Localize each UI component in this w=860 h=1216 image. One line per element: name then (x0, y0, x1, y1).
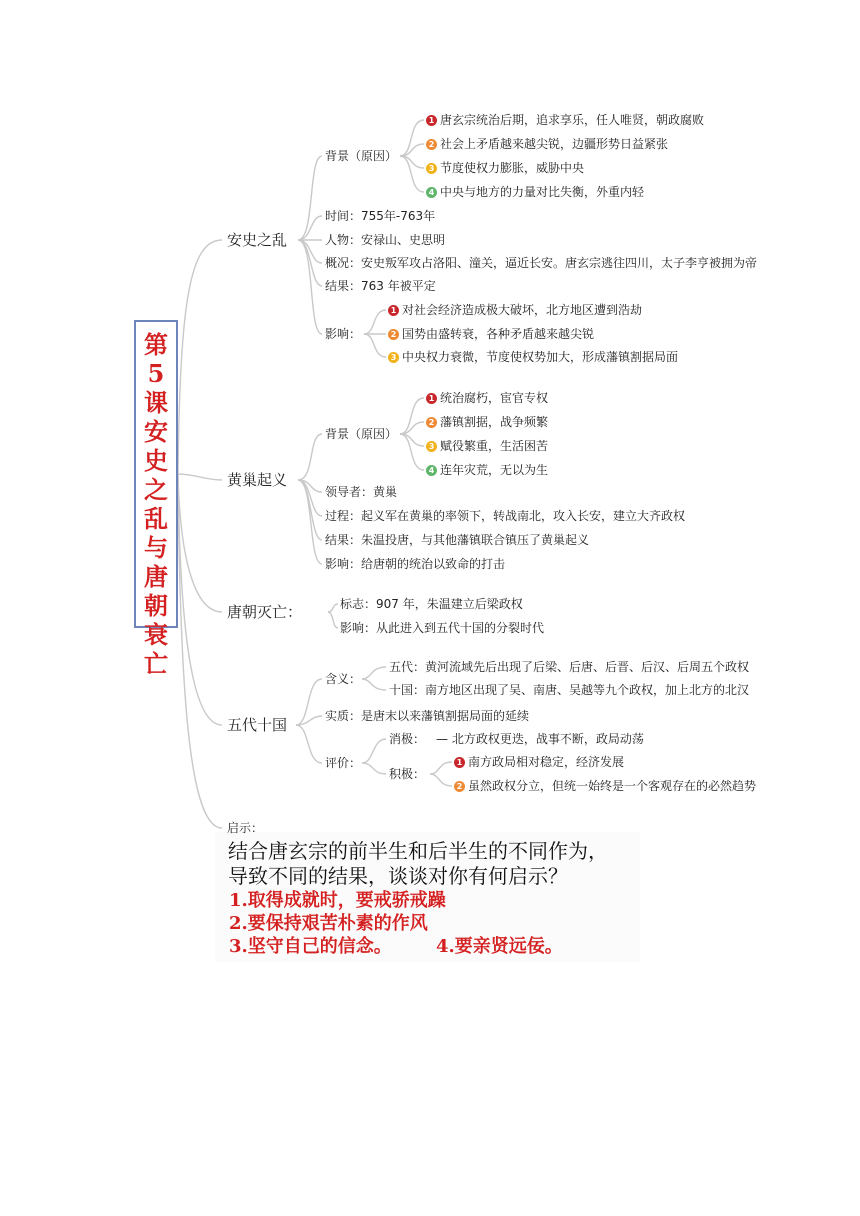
number-1-icon: 1 (454, 757, 465, 768)
number-4-icon: 4 (426, 465, 437, 476)
huangchao-result: 结果：朱温投唐，与其他藩镇联合镇压了黄巢起义 (325, 533, 590, 547)
huangchao-background-item-1: 1 统治腐朽，宦官专权 (426, 390, 548, 406)
anshi-background-item-3: 3 节度使权力膨胀，威胁中央 (426, 160, 584, 176)
number-1-icon: 1 (426, 393, 437, 404)
hint-question-line-2: 导致不同的结果，谈谈对你有何启示？ (228, 864, 568, 888)
anshi-time: 时间：755年-763年 (325, 209, 436, 223)
number-2-icon: 2 (388, 329, 399, 340)
anshi-impact-item-1: 1 对社会经济造成极大破坏，北方地区遭到浩劫 (388, 302, 642, 318)
wudai-evaluation-label: 评价： (325, 756, 362, 770)
wudai-meaning-five-dynasties: 五代：黄河流域先后出现了后梁、后唐、后晋、后汉、后周五个政权 (389, 660, 750, 674)
number-1-icon: 1 (388, 305, 399, 316)
hint-label: 启示： (227, 821, 264, 835)
wudai-positive-item-1: 1 南方政局相对稳定，经济发展 (454, 754, 624, 770)
anshi-background-label: 背景（原因） (325, 149, 398, 163)
anshi-impact-item-2: 2 国势由盛转衰，各种矛盾越来越尖锐 (388, 326, 594, 342)
anshi-result: 结果：763 年被平定 (325, 279, 436, 293)
anshi-overview: 概况：安史叛军攻占洛阳、潼关，逼近长安。唐玄宗逃往四川，太子李亨被拥为帝 (325, 256, 758, 270)
hint-question-line-1: 结合唐玄宗的前半生和后半生的不同作为， (228, 839, 608, 863)
number-2-icon: 2 (454, 781, 465, 792)
wudai-essence: 实质：是唐末以来藩镇割据局面的延续 (325, 709, 530, 723)
hint-answer-2: 2.要保持艰苦朴素的作风 (229, 913, 428, 934)
number-3-icon: 3 (426, 163, 437, 174)
lesson-title-box (134, 320, 178, 678)
branch-miewang: 唐朝灭亡： (227, 603, 303, 621)
wudai-negative-label: 消极： (389, 732, 426, 746)
miewang-impact: 影响：从此进入到五代十国的分裂时代 (340, 621, 545, 635)
number-1-icon: 1 (426, 115, 437, 126)
anshi-impact-label: 影响： (325, 327, 362, 341)
hint-answer-3: 3.坚守自己的信念。 (229, 936, 392, 957)
huangchao-impact: 影响：给唐朝的统治以致命的打击 (325, 557, 506, 571)
huangchao-leader: 领导者：黄巢 (325, 485, 398, 499)
anshi-people: 人物：安禄山、史思明 (325, 233, 446, 247)
lesson-title: 第5课安史之乱与唐朝衰亡 (144, 330, 168, 678)
huangchao-process: 过程：起义军在黄巢的率领下，转战南北，攻入长安，建立大齐政权 (325, 509, 686, 523)
number-2-icon: 2 (426, 417, 437, 428)
branch-huangchao: 黄巢起义 (227, 471, 288, 489)
anshi-background-item-1: 1 唐玄宗统治后期，追求享乐，任人唯贤，朝政腐败 (426, 112, 704, 128)
hint-answer-4: 4.要亲贤远佞。 (436, 936, 563, 957)
huangchao-background-item-4: 4 连年灾荒，无以为生 (426, 462, 548, 478)
wudai-positive-label: 积极： (389, 767, 426, 781)
number-2-icon: 2 (426, 139, 437, 150)
wudai-negative-text: — 北方政权更迭，战事不断，政局动荡 (436, 732, 644, 746)
number-4-icon: 4 (426, 187, 437, 198)
branch-anshi: 安史之乱 (227, 231, 288, 249)
number-3-icon: 3 (388, 352, 399, 363)
wudai-meaning-ten-kingdoms: 十国：南方地区出现了吴、南唐、吴越等九个政权，加上北方的北汉 (389, 683, 750, 697)
number-3-icon: 3 (426, 441, 437, 452)
wudai-meaning-label: 含义： (325, 672, 362, 686)
hint-answer-1: 1.取得成就时，要戒骄戒躁 (229, 890, 446, 911)
wudai-positive-item-2: 2 虽然政权分立，但统一始终是一个客观存在的必然趋势 (454, 778, 756, 794)
anshi-impact-item-3: 3 中央权力衰微，节度使权势加大，形成藩镇割据局面 (388, 349, 678, 365)
huangchao-background-label: 背景（原因） (325, 427, 398, 441)
miewang-sign: 标志：907 年，朱温建立后梁政权 (340, 597, 523, 611)
huangchao-background-item-2: 2 藩镇割据，战争频繁 (426, 414, 548, 430)
anshi-background-item-2: 2 社会上矛盾越来越尖锐，边疆形势日益紧张 (426, 136, 668, 152)
anshi-background-item-4: 4 中央与地方的力量对比失衡，外重内轻 (426, 184, 644, 200)
branch-wudai: 五代十国 (227, 716, 288, 734)
huangchao-background-item-3: 3 赋役繁重，生活困苦 (426, 438, 548, 454)
